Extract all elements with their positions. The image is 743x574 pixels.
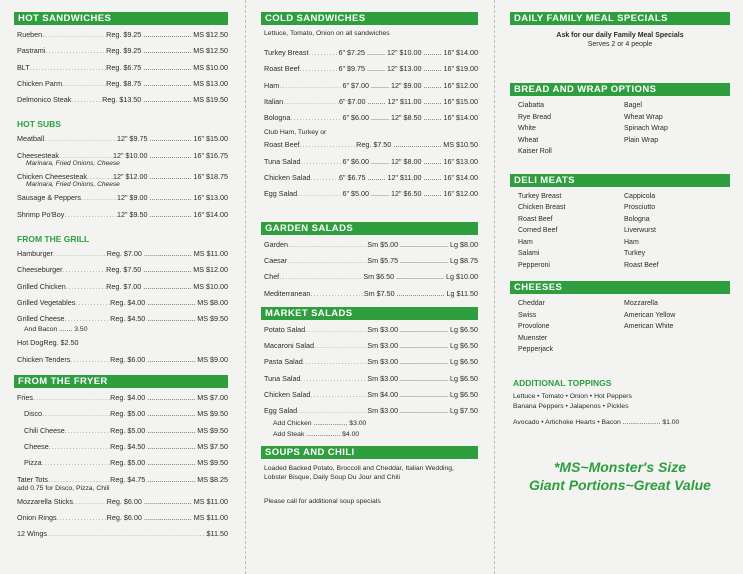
item-price: 6" $6.00 ......... 12" $8.50 ......... 16" $14.00 bbox=[342, 113, 478, 123]
item-note: Marinara, Fried Onions, Cheese bbox=[26, 181, 120, 189]
section-header: GARDEN SALADS bbox=[261, 222, 478, 235]
garden-salads-list bbox=[261, 239, 478, 304]
item-price: Reg. $9.25 ........................ MS $12.50 bbox=[106, 30, 228, 39]
item-price: Reg. $6.00 ........................ MS $11.00 bbox=[106, 513, 228, 523]
item-name: Bologna bbox=[264, 113, 291, 123]
menu-item bbox=[14, 528, 228, 544]
menu-item bbox=[14, 62, 228, 78]
subsection-header: HOT SUBS bbox=[17, 119, 61, 130]
menu-item: Chicken Tenders ..... Reg. $6.00 ........................ MS $9.00 bbox=[14, 354, 228, 370]
bread-options bbox=[510, 100, 730, 158]
column-divider bbox=[494, 0, 495, 574]
menu-item bbox=[14, 264, 228, 280]
section-header: DAILY FAMILY MEAL SPECIALS bbox=[510, 12, 730, 25]
item-name: Italian bbox=[264, 96, 284, 106]
item-name: Delmonico Steak bbox=[17, 95, 72, 105]
menu-item bbox=[261, 389, 478, 405]
item-price: Reg. $7.50 ........................ MS $10.50 bbox=[356, 140, 478, 150]
item-name: BLT bbox=[17, 62, 30, 72]
section-header: MARKET SALADS bbox=[261, 307, 478, 320]
item-name: Grilled Chicken bbox=[17, 281, 66, 291]
item-name: Caesar bbox=[264, 255, 288, 265]
option-item: Turkey Breast bbox=[518, 192, 562, 200]
option-item: American Yellow bbox=[624, 311, 676, 319]
item-price: Reg. $9.25 ........................ MS $12.50 bbox=[106, 46, 228, 56]
cold-sandwiches-list-2 bbox=[261, 139, 478, 204]
column-divider bbox=[245, 0, 246, 574]
menu-item bbox=[261, 356, 478, 372]
item-name: Tuna Salad bbox=[264, 156, 301, 166]
menu-item bbox=[14, 297, 228, 313]
tagline: Giant Portions~Great Value bbox=[529, 476, 711, 493]
menu-item bbox=[261, 63, 478, 79]
option-item: Kaiser Roll bbox=[518, 148, 552, 155]
item-name: Ham bbox=[264, 80, 280, 90]
section-header: BREAD AND WRAP OPTIONS bbox=[510, 83, 730, 96]
menu-item bbox=[261, 139, 478, 155]
item-price: Sm $7.50 ........................ Lg $11.50 bbox=[363, 288, 478, 298]
fryer-list-2 bbox=[14, 496, 228, 545]
option-item: Spinach Wrap bbox=[624, 125, 668, 132]
item-price: Sm $3.00 ........................ Lg $6.50 bbox=[367, 357, 478, 367]
menu-item bbox=[14, 392, 228, 408]
item-price: Reg. $4.00 ........................ MS $7.00 bbox=[110, 393, 228, 403]
menu-item bbox=[261, 172, 478, 188]
item-price: Sm $6.50 ........................ Lg $10.00 bbox=[363, 272, 478, 282]
option-item: Mozzarella bbox=[624, 300, 658, 307]
option-item: Cappicola bbox=[624, 192, 656, 200]
add-on-line: Add Chicken .................. $3.00 bbox=[273, 419, 367, 427]
option-item: White bbox=[518, 125, 536, 132]
option-item: American White bbox=[624, 323, 674, 330]
item-price: Reg. $6.75 ........................ MS $10.00 bbox=[106, 62, 228, 72]
item-price: Sm $4.00 ........................ Lg $6.50 bbox=[367, 390, 478, 400]
section-header: CHEESES bbox=[510, 281, 730, 294]
item-price: $11.50 bbox=[206, 529, 228, 539]
option-item: Plain Wrap bbox=[624, 136, 659, 144]
item-name: Pizza bbox=[24, 458, 42, 468]
menu-item bbox=[261, 324, 478, 340]
menu-column-3 bbox=[510, 12, 730, 494]
option-item: Muenster bbox=[518, 334, 548, 342]
item-price: Reg. $4.75 ........................ MS $8.25 bbox=[110, 474, 228, 484]
item-name: Onion Rings bbox=[17, 513, 57, 523]
item-name: Potato Salad bbox=[264, 324, 306, 334]
item-price: Reg. $7.50 ........................ MS $12.00 bbox=[106, 265, 228, 275]
item-price: 6" $9.75 ......... 12" $13.00 ......... 16" $19.00 bbox=[338, 64, 478, 74]
item-name: Tuna Salad bbox=[264, 373, 301, 383]
item-name: 12 Wings bbox=[17, 529, 47, 539]
item-price: Reg. $5.00 ........................ MS $9.50 bbox=[110, 425, 228, 435]
option-item: Roast Beef bbox=[518, 215, 553, 223]
item-name: Garden bbox=[264, 239, 288, 249]
item-price: 6" $5.00 ......... 12" $6.50 ......... 16" $12.00 bbox=[342, 189, 478, 199]
menu-item bbox=[14, 29, 228, 45]
family-meal-line: Ask for our daily Family Meal Specials bbox=[556, 32, 684, 39]
item-price: Reg. $7.00 ........................ MS $11.00 bbox=[106, 248, 228, 258]
subsection-header: FROM THE GRILL bbox=[17, 233, 90, 244]
toppings-line: Avocado • Artichoke Hearts • Bacon .................... $1.00 bbox=[513, 418, 680, 426]
option-item: Ham bbox=[518, 238, 533, 246]
item-price: Reg. $13.50 ........................ MS $19.50 bbox=[102, 95, 228, 105]
option-item: Ciabatta bbox=[518, 102, 545, 109]
option-item: Wheat Wrap bbox=[624, 113, 663, 121]
market-salads-list bbox=[261, 324, 478, 422]
item-note: add 0.75 for Disco, Pizza, Chili bbox=[17, 484, 110, 492]
item-name: Roast Beef bbox=[264, 64, 300, 74]
toppings-line: Lettuce • Tomato • Onion • Hot Peppers bbox=[513, 392, 632, 400]
item-price: Reg. $8.75 ........................ MS $13.00 bbox=[106, 78, 228, 88]
toppings-line: Banana Peppers • Jalapenos • Pickles bbox=[513, 402, 629, 410]
option-item: Swiss bbox=[518, 311, 537, 319]
section-description: Loaded Backed Potato, Broccoli and Cheddar, Italian Wedding, Lobster Bisque, Daily Soup Du Jour and Chili bbox=[264, 464, 454, 481]
option-item: Ham bbox=[624, 238, 639, 246]
option-item: Wheat bbox=[518, 136, 539, 144]
option-item: Pepperoni bbox=[518, 261, 550, 269]
menu-item bbox=[14, 457, 228, 473]
subsection-header: ADDITIONAL TOPPINGS bbox=[513, 377, 612, 388]
item-name: Chili Cheese bbox=[24, 425, 65, 435]
option-item: Chicken Breast bbox=[518, 204, 566, 211]
item-name: Fries bbox=[17, 393, 33, 403]
item-name: Tater Tots bbox=[17, 474, 49, 484]
item-name: Chicken Parm bbox=[17, 78, 63, 88]
item-price: Sm $3.00 ........................ Lg $6.50 bbox=[367, 373, 478, 383]
item-name: Egg Salad bbox=[264, 189, 298, 199]
item-name: Disco bbox=[24, 409, 42, 419]
option-item: Rye Bread bbox=[518, 113, 552, 121]
menu-item bbox=[261, 340, 478, 356]
item-price: 6" $6.00 ......... 12" $8.00 ......... 16" $13.00 bbox=[342, 156, 478, 166]
option-item: Corned Beef bbox=[518, 227, 558, 234]
item-price: Sm $5.75 ........................ Lg $8.75 bbox=[367, 255, 478, 265]
section-note: Please call for additional soup specials bbox=[264, 497, 381, 505]
section-header: SOUPS AND CHILI bbox=[261, 446, 478, 459]
item-name: Rueben bbox=[17, 30, 43, 39]
section-header: FROM THE FRYER bbox=[14, 375, 228, 388]
option-item: Roast Beef bbox=[624, 261, 659, 269]
item-name: Turkey Breast bbox=[264, 48, 309, 57]
menu-item bbox=[261, 239, 478, 255]
item-name: Grilled Cheese bbox=[17, 314, 65, 324]
menu-item: Cheesesteak ..... 12" $10.00 ..................... 16" $16.75 bbox=[14, 150, 228, 166]
option-item bbox=[624, 344, 730, 356]
item-name: Cheeseburger bbox=[17, 265, 63, 275]
section-header: DELI MEATS bbox=[510, 174, 730, 187]
menu-item bbox=[261, 47, 478, 63]
add-on-line: Add Steak .................. $4.00 bbox=[273, 430, 360, 438]
option-item: Provolone bbox=[518, 323, 550, 330]
menu-item: Shrimp Po'Boy ..... 12" $9.50 ..................... 16" $14.00 bbox=[14, 209, 228, 225]
item-price: Reg. $4.00 ........................ MS $8.00 bbox=[110, 297, 228, 307]
menu-column-2 bbox=[261, 12, 478, 506]
menu-item bbox=[261, 373, 478, 389]
item-name: Grilled Vegetables bbox=[17, 297, 76, 307]
deli-meats bbox=[510, 191, 730, 272]
section-header: HOT SANDWICHES bbox=[14, 12, 228, 25]
option-item: Pepperjack bbox=[518, 346, 554, 353]
menu-item bbox=[261, 271, 478, 287]
menu-item bbox=[14, 496, 228, 512]
cheeses bbox=[510, 298, 730, 356]
item-name: Egg Salad bbox=[264, 406, 298, 416]
menu-item bbox=[261, 255, 478, 271]
menu-item bbox=[14, 408, 228, 424]
menu-item bbox=[261, 156, 478, 172]
item-name: Mozzarella Sticks bbox=[17, 496, 73, 506]
hot-sandwiches-list bbox=[14, 29, 228, 110]
option-item: Turkey bbox=[624, 250, 646, 257]
menu-item: Sausage & Peppers ..... 12" $9.00 ..................... 16" $13.00 bbox=[14, 192, 228, 208]
tagline: *MS~Monster's Size bbox=[553, 458, 687, 475]
item-price: Reg. $6.00 ........................ MS $11.00 bbox=[106, 496, 228, 506]
option-item: Bagel bbox=[624, 102, 642, 109]
menu-item bbox=[261, 188, 478, 204]
menu-item bbox=[14, 512, 228, 528]
menu-item bbox=[14, 78, 228, 94]
item-price: 6" $7.00 ......... 12" $11.00 ......... 16" $15.00 bbox=[339, 96, 478, 106]
menu-item: Chicken Cheesesteak ..... 12" $12.00 ..................... 16" $18.75 bbox=[14, 171, 228, 187]
item-price: Reg. $4.50 ........................ MS $9.50 bbox=[110, 314, 228, 324]
cold-sandwiches-list bbox=[261, 47, 478, 128]
item-price: Sm $3.00 ........................ Lg $7.50 bbox=[367, 406, 478, 416]
option-item: Liverwurst bbox=[624, 227, 656, 234]
item-price: 6" $7.25 ......... 12" $10.00 ......... 16" $14.00 bbox=[338, 48, 478, 57]
option-item: Salami bbox=[518, 250, 540, 257]
option-item bbox=[624, 146, 730, 158]
menu-item bbox=[261, 80, 478, 96]
item-name: Pastrami bbox=[17, 46, 46, 56]
item-name: Chicken Salad bbox=[264, 173, 311, 183]
item-note: Marinara, Fried Onions, Cheese bbox=[26, 160, 120, 168]
item-name: Roast Beef bbox=[264, 140, 300, 150]
menu-item bbox=[14, 441, 228, 457]
item-note: And Bacon ....... 3.50 bbox=[24, 326, 88, 334]
menu-item bbox=[14, 248, 228, 264]
item-price: Sm $5.00 ........................ Lg $8.00 bbox=[367, 239, 478, 249]
item-name: Cheese bbox=[24, 441, 49, 451]
item-price: Sm $3.00 ........................ Lg $6.50 bbox=[367, 324, 478, 334]
family-meal-line: Serves 2 or 4 people bbox=[587, 41, 653, 48]
option-item: Bologna bbox=[624, 215, 650, 223]
item-name: Chicken Salad bbox=[264, 390, 311, 400]
item-name: Hamburger bbox=[17, 248, 53, 258]
item-name: Mediterranean bbox=[264, 288, 311, 298]
item-price: Sm $3.00 ........................ Lg $6.50 bbox=[367, 341, 478, 351]
item-price: Reg. $5.00 ........................ MS $9.50 bbox=[110, 458, 228, 468]
item-price: 6" $6.75 ......... 12" $11.00 ......... 16" $14.00 bbox=[339, 173, 478, 183]
option-item: Cheddar bbox=[518, 300, 545, 307]
menu-item bbox=[261, 288, 478, 304]
menu-item bbox=[261, 112, 478, 128]
option-item bbox=[624, 333, 730, 345]
menu-item bbox=[14, 425, 228, 441]
menu-item bbox=[14, 281, 228, 297]
section-description: Lettuce, Tomato, Onion on all sandwiches bbox=[264, 30, 390, 37]
item-name: Chef bbox=[264, 272, 280, 282]
menu-item: Hot Dog Reg. $2.50 bbox=[17, 338, 79, 348]
menu-item bbox=[261, 96, 478, 112]
option-item: Prosciutto bbox=[624, 204, 656, 211]
fryer-list bbox=[14, 392, 228, 490]
item-name: Macaroni Salad bbox=[264, 341, 314, 351]
menu-item: Meatball ..... 12" $9.75 ..................... 16" $15.00 bbox=[14, 133, 228, 149]
item-price: 6" $7.00 ......... 12" $9.00 ......... 16" $12.00 bbox=[342, 80, 478, 90]
section-header: COLD SANDWICHES bbox=[261, 12, 478, 25]
item-note: Club Ham, Turkey or bbox=[264, 129, 327, 137]
menu-column-1 bbox=[14, 12, 228, 545]
item-price: Reg. $4.50 ........................ MS $7.50 bbox=[110, 441, 228, 451]
item-price: Reg. $5.00 ........................ MS $9.50 bbox=[110, 409, 228, 419]
grill-list bbox=[14, 248, 228, 329]
item-name: Pasta Salad bbox=[264, 357, 303, 367]
menu-item bbox=[14, 94, 228, 110]
item-price: Reg. $7.00 ........................ MS $10.00 bbox=[106, 281, 228, 291]
menu-item bbox=[14, 45, 228, 61]
